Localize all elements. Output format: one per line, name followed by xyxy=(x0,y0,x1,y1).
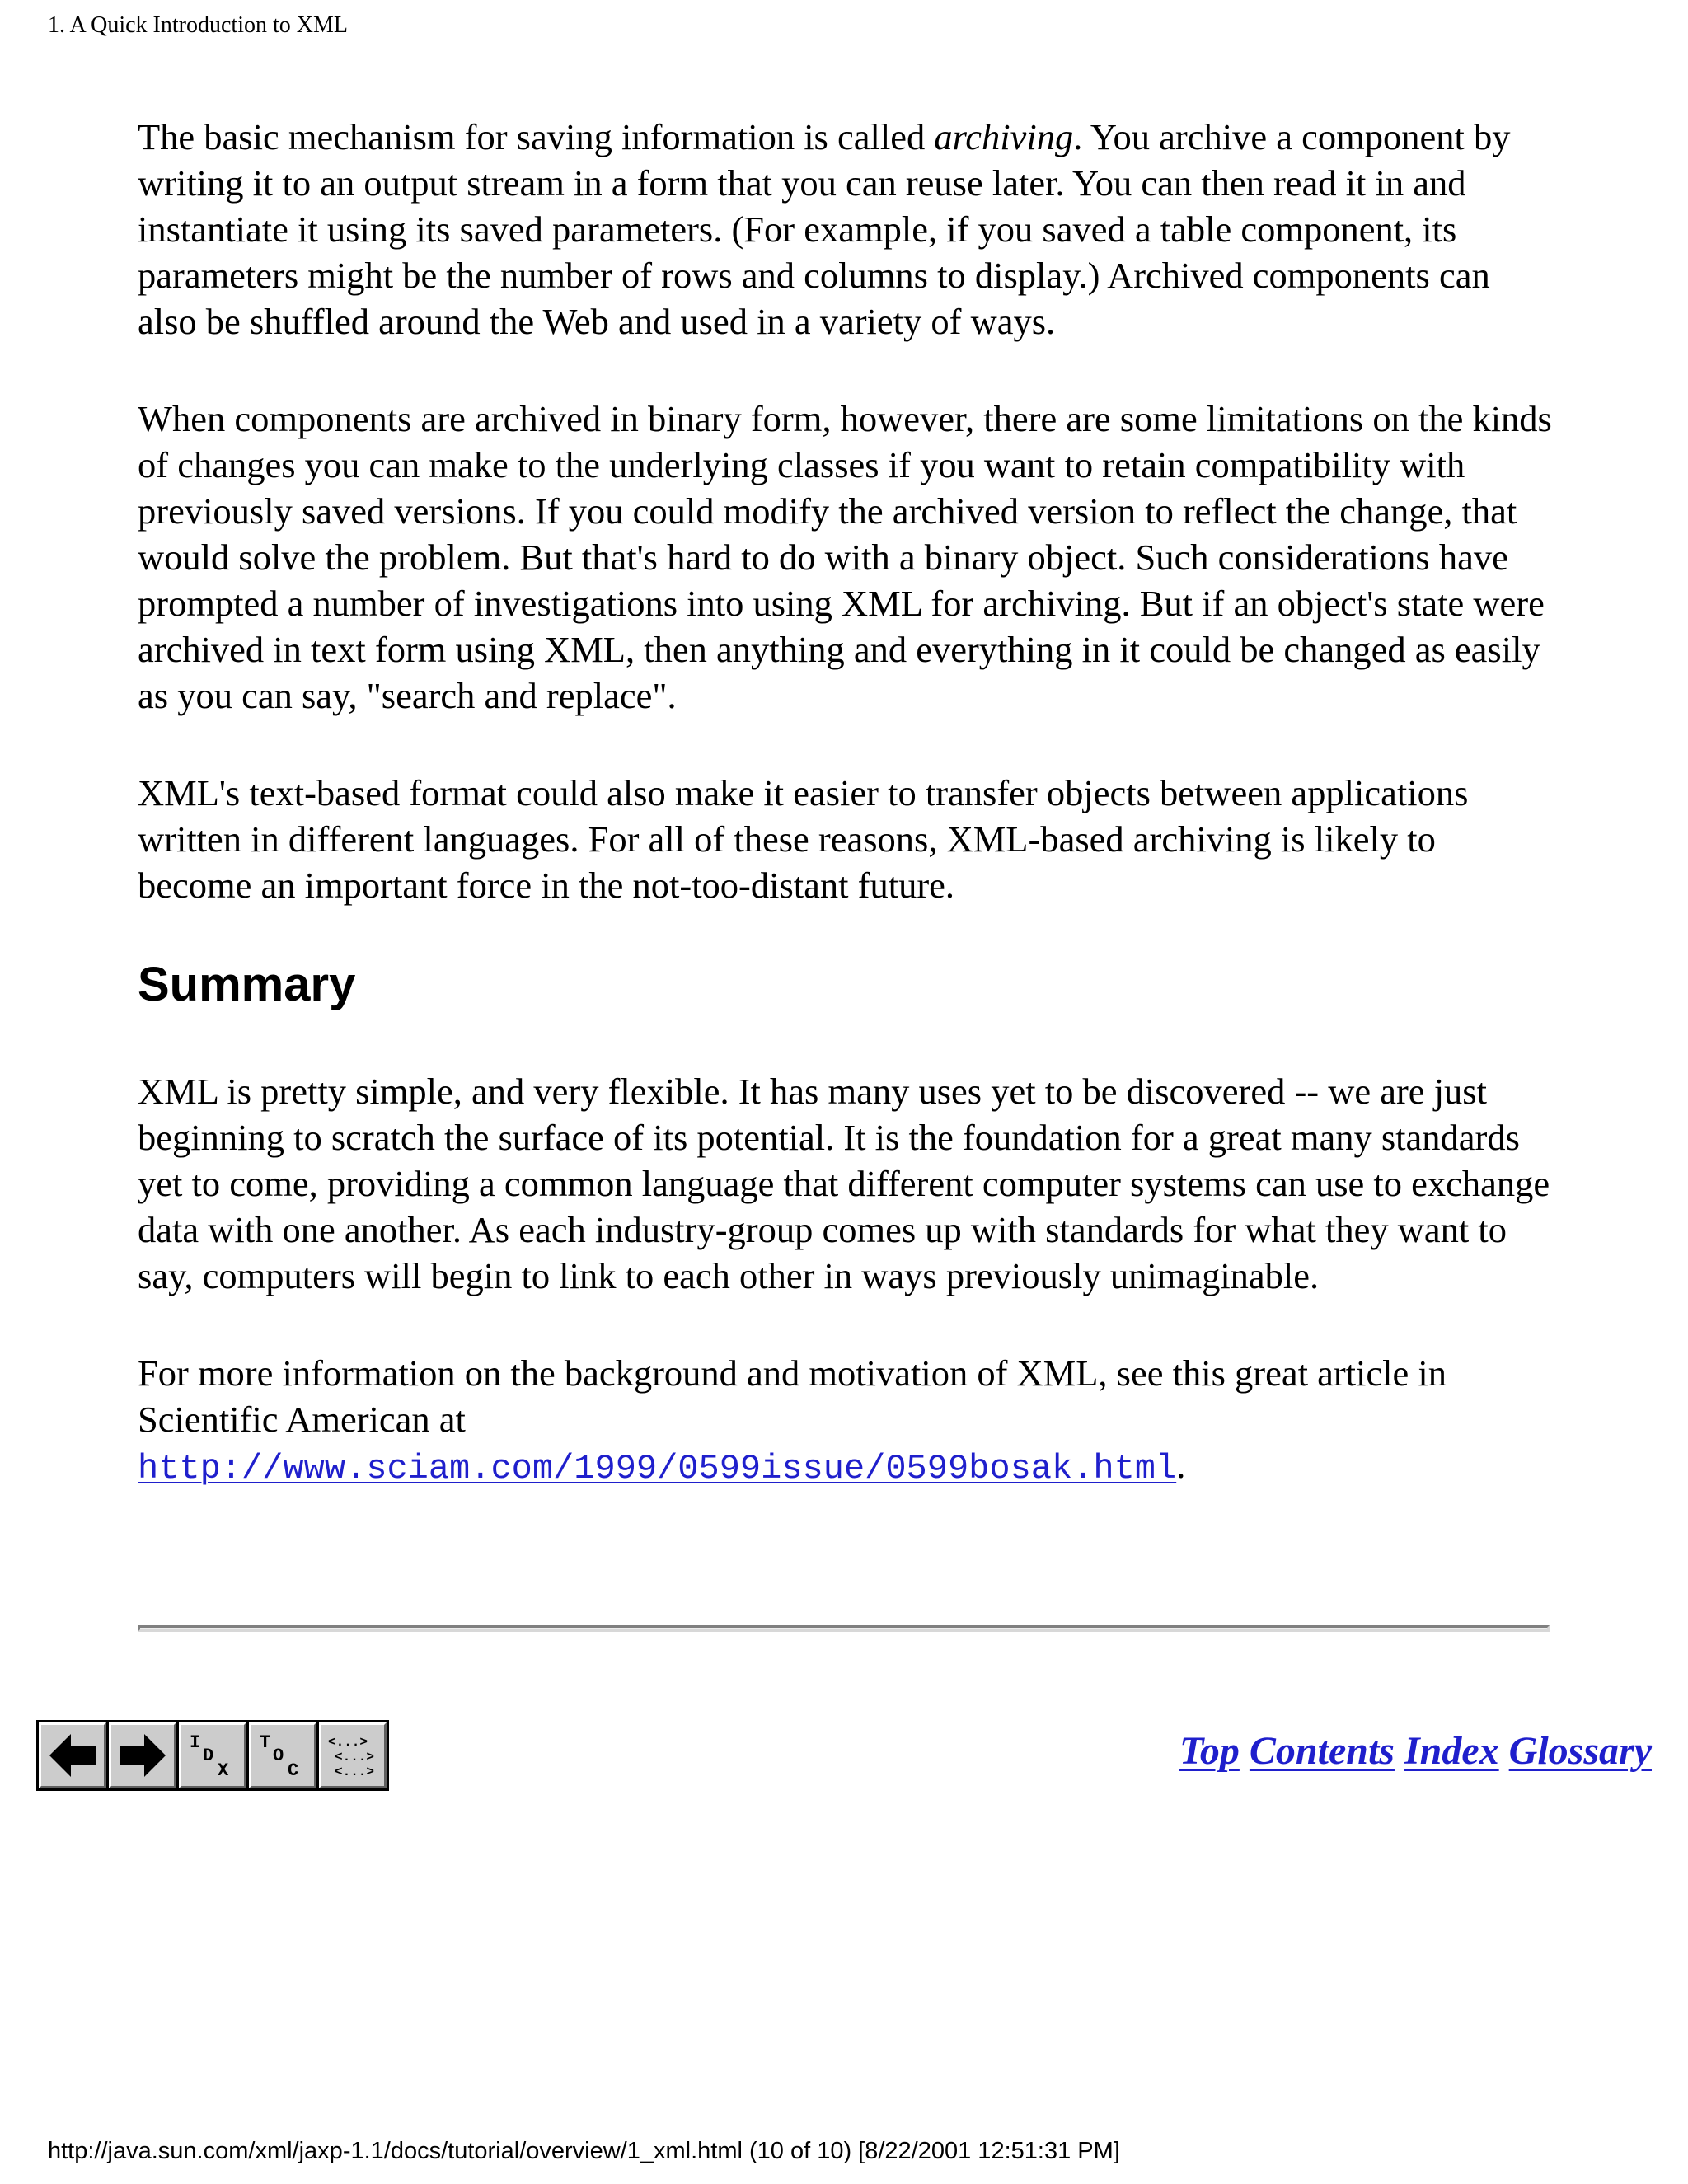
index-glyph-i: I xyxy=(190,1732,201,1753)
emphasis-archiving: archiving xyxy=(934,116,1074,157)
previous-page-button[interactable] xyxy=(39,1722,106,1788)
api-tags-icon xyxy=(326,1729,379,1782)
top-link[interactable]: Top xyxy=(1179,1729,1240,1773)
para1-text-end: . You archive a component by writing it to an output stream in a form that you can reuse later. You can then read it in and instantiate it using its saved parameters. (For example, if you saved a table component, its parameters might be the number of rows and columns to display.) Archived components can also be shuffled around the Web and used in a variety of ways. xyxy=(138,116,1511,342)
contents-link[interactable]: Contents xyxy=(1249,1729,1395,1773)
index-icon xyxy=(186,1729,239,1782)
index-link[interactable]: Index xyxy=(1404,1729,1499,1773)
table-of-contents-button[interactable] xyxy=(249,1722,316,1788)
paragraph-archiving xyxy=(138,114,1555,344)
para1-text-start: The basic mechanism for saving information is called xyxy=(138,116,935,157)
api-glyph-row-3: <...> xyxy=(335,1765,375,1779)
arrow-right-icon xyxy=(116,1729,169,1782)
index-button[interactable] xyxy=(179,1722,246,1788)
paragraph-more-information xyxy=(138,1350,1555,1492)
navigation-button-bar xyxy=(36,1720,389,1791)
api-glyph-row-1: <...> xyxy=(328,1735,368,1750)
sciam-article-link[interactable]: http://www.sciam.com/1999/0599issue/0599bosak.html xyxy=(138,1449,1177,1488)
api-reference-button[interactable] xyxy=(319,1722,387,1788)
glossary-link[interactable]: Glossary xyxy=(1508,1729,1652,1773)
source-url-footer: http://java.sun.com/xml/jaxp-1.1/docs/tutorial/overview/1_xml.html (10 of 10) [8/22/2001 12:51:31 PM] xyxy=(48,2138,1120,2164)
bottom-nav-links xyxy=(1179,1727,1652,1776)
arrow-left-icon xyxy=(46,1729,99,1782)
toc-glyph-c: C xyxy=(288,1760,299,1781)
index-glyph-x: X xyxy=(218,1760,229,1781)
summary-heading: Summary xyxy=(138,958,356,1011)
running-header: 1. A Quick Introduction to XML xyxy=(48,12,348,38)
paragraph-binary-form: When components are archived in binary form, however, there are some limitations on the kinds of changes you can make to the underlying classes if you want to retain compatibility with previously saved versions. If you could modify the archived version to reflect the change, that would solve the problem. But that's hard to do with a binary object. Such considerations have prompted a number of investigations into using XML for archiving. But if an object's state were archived in text form using XML, then anything and everything in it could be changed as easily as you can say, "search and replace". xyxy=(138,398,1552,716)
horizontal-rule xyxy=(138,1625,1550,1632)
link-trailing-period: . xyxy=(1176,1445,1186,1486)
toc-glyph-t: T xyxy=(260,1732,271,1753)
api-glyph-row-2: <...> xyxy=(335,1750,375,1765)
toc-glyph-o: O xyxy=(273,1746,284,1766)
index-glyph-d: D xyxy=(203,1746,214,1766)
paragraph-text-based-format: XML's text-based format could also make it easier to transfer objects between applications written in different languages. For all of these reasons, XML-based archiving is likely to become an important force in the not-too-distant future. xyxy=(138,772,1469,906)
toc-icon xyxy=(256,1729,309,1782)
paragraph-summary: XML is pretty simple, and very flexible. It has many uses yet to be discovered -- we are just beginning to scratch the surface of its potential. It is the foundation for a great many standards yet to come, providing a common language that different computer systems can use to exchange data with one another. As each industry-group comes up with standards for what they want to say, computers will begin to link to each other in ways previously unimaginable. xyxy=(138,1071,1550,1296)
main-content xyxy=(138,114,1555,1492)
more-info-text: For more information on the background and motivation of XML, see this great article in Scientific American at xyxy=(138,1352,1447,1440)
next-page-button[interactable] xyxy=(109,1722,176,1788)
